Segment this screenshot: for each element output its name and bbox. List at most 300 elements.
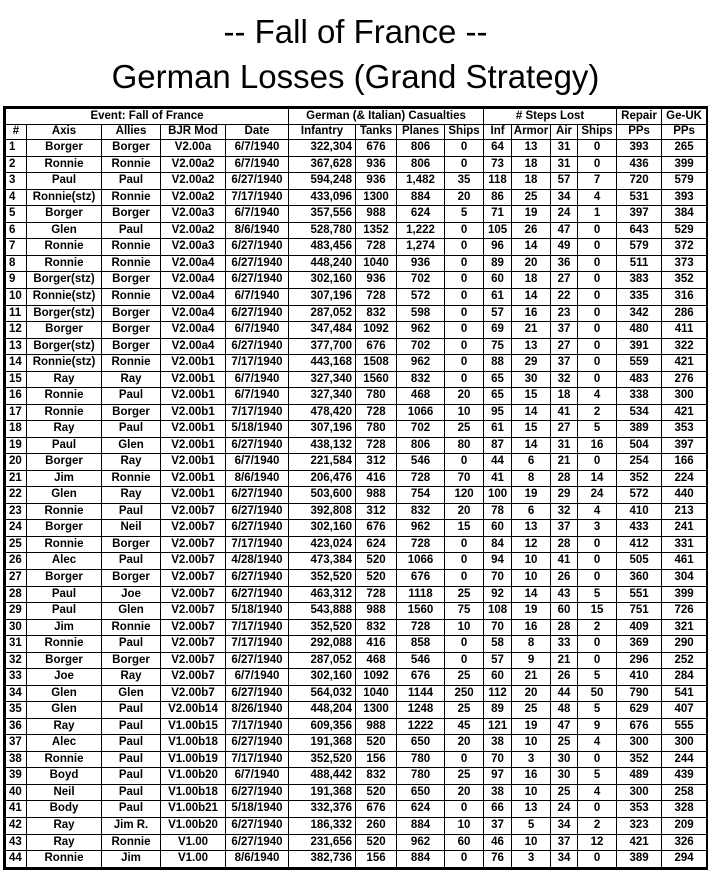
cell-tanks: 988 (356, 206, 397, 223)
cell-ships: 25 (445, 669, 484, 686)
cell-infantry: 357,556 (289, 206, 356, 223)
cell-air-steps: 24 (551, 801, 578, 818)
cell-ships: 20 (445, 784, 484, 801)
cell-bjr-mod: V2.00a4 (161, 322, 226, 339)
cell-armor-steps: 26 (512, 222, 551, 239)
cell-allies: Borger (102, 272, 161, 289)
cell-tanks: 728 (356, 239, 397, 256)
cell-date: 7/17/1940 (226, 718, 289, 735)
cell-axis: Ray (27, 834, 102, 851)
cell-inf-steps: 66 (484, 801, 512, 818)
cell-allies: Glen (102, 603, 161, 620)
cell-bjr-mod: V2.00b7 (161, 652, 226, 669)
cell-bjr-mod: V2.00b1 (161, 421, 226, 438)
cell-repair-pps: 352 (617, 470, 662, 487)
cell-index: 16 (6, 388, 27, 405)
cell-planes: 598 (397, 305, 445, 322)
table-row (6, 768, 707, 785)
cell-infantry: 594,248 (289, 173, 356, 190)
cell-tanks: 988 (356, 487, 397, 504)
cell-ships: 0 (445, 536, 484, 553)
cell-tanks: 520 (356, 735, 397, 752)
cell-armor-steps: 10 (512, 834, 551, 851)
cell-geuk-pps: 352 (662, 272, 707, 289)
cell-date: 6/27/1940 (226, 652, 289, 669)
cell-geuk-pps: 331 (662, 536, 707, 553)
cell-ships-steps: 14 (578, 470, 617, 487)
table-row (6, 553, 707, 570)
cell-planes: 754 (397, 487, 445, 504)
table-row (6, 503, 707, 520)
cell-repair-pps: 433 (617, 520, 662, 537)
cell-axis: Glen (27, 222, 102, 239)
cell-inf-steps: 89 (484, 702, 512, 719)
cell-ships: 0 (445, 338, 484, 355)
cell-repair-pps: 254 (617, 454, 662, 471)
table-row (6, 338, 707, 355)
cell-ships-steps: 0 (578, 636, 617, 653)
cell-ships-steps: 0 (578, 272, 617, 289)
cell-repair-pps: 559 (617, 355, 662, 372)
cell-inf-steps: 105 (484, 222, 512, 239)
group-geuk-header: Ge-UK (662, 109, 707, 125)
cell-allies: Ronnie (102, 834, 161, 851)
cell-repair-pps: 504 (617, 437, 662, 454)
cell-ships-steps: 0 (578, 305, 617, 322)
cell-bjr-mod: V1.00b20 (161, 768, 226, 785)
cell-bjr-mod: V2.00b7 (161, 603, 226, 620)
cell-planes: 1066 (397, 404, 445, 421)
cell-tanks: 1560 (356, 371, 397, 388)
cell-bjr-mod: V2.00b7 (161, 553, 226, 570)
cell-repair-pps: 579 (617, 239, 662, 256)
cell-repair-pps: 397 (617, 206, 662, 223)
cell-geuk-pps: 407 (662, 702, 707, 719)
cell-infantry: 423,024 (289, 536, 356, 553)
cell-index: 40 (6, 784, 27, 801)
cell-index: 17 (6, 404, 27, 421)
cell-planes: 546 (397, 454, 445, 471)
cell-date: 8/6/1940 (226, 470, 289, 487)
cell-index: 43 (6, 834, 27, 851)
cell-geuk-pps: 258 (662, 784, 707, 801)
cell-date: 6/27/1940 (226, 338, 289, 355)
cell-index: 44 (6, 851, 27, 868)
cell-armor-steps: 14 (512, 437, 551, 454)
cell-date: 4/28/1940 (226, 553, 289, 570)
cell-armor-steps: 10 (512, 553, 551, 570)
cell-air-steps: 28 (551, 536, 578, 553)
cell-index: 38 (6, 751, 27, 768)
cell-inf-steps: 70 (484, 751, 512, 768)
cell-ships: 0 (445, 636, 484, 653)
cell-geuk-pps: 726 (662, 603, 707, 620)
cell-inf-steps: 60 (484, 520, 512, 537)
cell-date: 5/18/1940 (226, 421, 289, 438)
cell-axis: Alec (27, 735, 102, 752)
cell-planes: 780 (397, 768, 445, 785)
cell-index: 10 (6, 288, 27, 305)
cell-armor-steps: 19 (512, 206, 551, 223)
cell-inf-steps: 44 (484, 454, 512, 471)
cell-repair-pps: 410 (617, 503, 662, 520)
cell-repair-pps: 511 (617, 255, 662, 272)
cell-index: 35 (6, 702, 27, 719)
cell-date: 6/27/1940 (226, 570, 289, 587)
cell-ships-steps: 0 (578, 255, 617, 272)
cell-ships: 0 (445, 355, 484, 372)
cell-tanks: 936 (356, 173, 397, 190)
cell-bjr-mod: V2.00b7 (161, 669, 226, 686)
cell-axis: Borger (27, 570, 102, 587)
cell-inf-steps: 61 (484, 288, 512, 305)
cell-ships: 25 (445, 421, 484, 438)
cell-inf-steps: 65 (484, 371, 512, 388)
cell-bjr-mod: V2.00b1 (161, 437, 226, 454)
cell-infantry: 463,312 (289, 586, 356, 603)
cell-ships-steps: 0 (578, 239, 617, 256)
cell-infantry: 543,888 (289, 603, 356, 620)
cell-infantry: 367,628 (289, 156, 356, 173)
table-body (6, 140, 707, 868)
cell-geuk-pps: 209 (662, 817, 707, 834)
table-row (6, 735, 707, 752)
cell-axis: Borger (27, 322, 102, 339)
column-header-row (6, 124, 707, 140)
cell-axis: Glen (27, 487, 102, 504)
cell-bjr-mod: V2.00a4 (161, 338, 226, 355)
cell-geuk-pps: 373 (662, 255, 707, 272)
cell-allies: Borger (102, 652, 161, 669)
cell-ships-steps: 0 (578, 338, 617, 355)
cell-ships: 0 (445, 570, 484, 587)
cell-geuk-pps: 166 (662, 454, 707, 471)
cell-armor-steps: 25 (512, 702, 551, 719)
cell-axis: Ronnie (27, 636, 102, 653)
cell-infantry: 448,204 (289, 702, 356, 719)
cell-geuk-pps: 244 (662, 751, 707, 768)
cell-air-steps: 34 (551, 189, 578, 206)
cell-repair-pps: 790 (617, 685, 662, 702)
cell-ships-steps: 12 (578, 834, 617, 851)
cell-air-steps: 44 (551, 685, 578, 702)
cell-index: 1 (6, 140, 27, 157)
table-row (6, 156, 707, 173)
cell-air-steps: 21 (551, 454, 578, 471)
cell-ships: 20 (445, 735, 484, 752)
cell-ships-steps: 0 (578, 288, 617, 305)
cell-date: 6/27/1940 (226, 239, 289, 256)
cell-air-steps: 25 (551, 784, 578, 801)
cell-date: 8/6/1940 (226, 222, 289, 239)
cell-planes: 624 (397, 801, 445, 818)
cell-planes: 1,274 (397, 239, 445, 256)
cell-date: 5/18/1940 (226, 801, 289, 818)
cell-tanks: 988 (356, 718, 397, 735)
cell-air-steps: 27 (551, 338, 578, 355)
cell-axis: Ronnie (27, 255, 102, 272)
table-row (6, 272, 707, 289)
cell-axis: Joe (27, 669, 102, 686)
cell-ships: 70 (445, 470, 484, 487)
table-row (6, 702, 707, 719)
cell-armor-steps: 14 (512, 404, 551, 421)
cell-ships-steps: 0 (578, 570, 617, 587)
table-row (6, 140, 707, 157)
cell-geuk-pps: 290 (662, 636, 707, 653)
cell-allies: Borger (102, 570, 161, 587)
cell-axis: Paul (27, 603, 102, 620)
cell-allies: Neil (102, 520, 161, 537)
cell-index: 20 (6, 454, 27, 471)
cell-inf-steps: 70 (484, 619, 512, 636)
cell-tanks: 520 (356, 553, 397, 570)
cell-allies: Jim (102, 851, 161, 868)
cell-ships-steps: 5 (578, 702, 617, 719)
cell-axis: Ronnie (27, 404, 102, 421)
cell-repair-pps: 300 (617, 784, 662, 801)
cell-planes: 728 (397, 470, 445, 487)
table-row (6, 586, 707, 603)
cell-infantry: 352,520 (289, 570, 356, 587)
cell-ships-steps: 7 (578, 173, 617, 190)
cell-index: 4 (6, 189, 27, 206)
cell-allies: Borger (102, 206, 161, 223)
cell-inf-steps: 92 (484, 586, 512, 603)
cell-infantry: 448,240 (289, 255, 356, 272)
cell-date: 8/6/1940 (226, 851, 289, 868)
cell-infantry: 191,368 (289, 735, 356, 752)
cell-index: 23 (6, 503, 27, 520)
cell-infantry: 231,656 (289, 834, 356, 851)
cell-axis: Ronnie (27, 536, 102, 553)
cell-ships-steps: 0 (578, 851, 617, 868)
cell-ships-steps: 0 (578, 371, 617, 388)
cell-air-steps: 29 (551, 487, 578, 504)
table-row (6, 619, 707, 636)
table-row (6, 388, 707, 405)
cell-allies: Ray (102, 454, 161, 471)
cell-date: 7/17/1940 (226, 189, 289, 206)
cell-ships: 0 (445, 156, 484, 173)
cell-bjr-mod: V2.00a4 (161, 305, 226, 322)
cell-date: 6/27/1940 (226, 685, 289, 702)
cell-date: 6/27/1940 (226, 784, 289, 801)
losses-table (5, 108, 707, 868)
cell-bjr-mod: V2.00a3 (161, 206, 226, 223)
cell-air-steps: 32 (551, 371, 578, 388)
cell-bjr-mod: V2.00b7 (161, 586, 226, 603)
cell-repair-pps: 436 (617, 156, 662, 173)
cell-planes: 1118 (397, 586, 445, 603)
cell-index: 30 (6, 619, 27, 636)
cell-inf-steps: 112 (484, 685, 512, 702)
table-row (6, 355, 707, 372)
cell-date: 7/17/1940 (226, 751, 289, 768)
cell-axis: Borger(stz) (27, 338, 102, 355)
cell-geuk-pps: 555 (662, 718, 707, 735)
cell-infantry: 352,520 (289, 619, 356, 636)
cell-index: 31 (6, 636, 27, 653)
cell-repair-pps: 410 (617, 669, 662, 686)
table-row (6, 288, 707, 305)
cell-bjr-mod: V2.00a2 (161, 173, 226, 190)
cell-tanks: 728 (356, 288, 397, 305)
cell-planes: 1066 (397, 553, 445, 570)
cell-inf-steps: 95 (484, 404, 512, 421)
cell-index: 21 (6, 470, 27, 487)
cell-geuk-pps: 372 (662, 239, 707, 256)
cell-axis: Borger (27, 206, 102, 223)
cell-geuk-pps: 439 (662, 768, 707, 785)
cell-infantry: 307,196 (289, 288, 356, 305)
cell-armor-steps: 19 (512, 718, 551, 735)
cell-allies: Paul (102, 751, 161, 768)
cell-ships: 0 (445, 322, 484, 339)
cell-ships: 0 (445, 801, 484, 818)
cell-bjr-mod: V1.00 (161, 834, 226, 851)
cell-planes: 806 (397, 140, 445, 157)
cell-index: 14 (6, 355, 27, 372)
cell-ships: 0 (445, 272, 484, 289)
cell-air-steps: 33 (551, 636, 578, 653)
cell-index: 37 (6, 735, 27, 752)
cell-planes: 702 (397, 421, 445, 438)
cell-index: 6 (6, 222, 27, 239)
cell-air-steps: 60 (551, 603, 578, 620)
cell-ships: 60 (445, 834, 484, 851)
cell-repair-pps: 360 (617, 570, 662, 587)
col-header-date: Date (226, 124, 289, 140)
cell-planes: 650 (397, 735, 445, 752)
cell-axis: Boyd (27, 768, 102, 785)
cell-armor-steps: 16 (512, 768, 551, 785)
cell-allies: Joe (102, 586, 161, 603)
cell-bjr-mod: V2.00a3 (161, 239, 226, 256)
col-header-allies: Allies (102, 124, 161, 140)
cell-inf-steps: 84 (484, 536, 512, 553)
cell-air-steps: 30 (551, 751, 578, 768)
cell-planes: 962 (397, 355, 445, 372)
cell-ships: 0 (445, 652, 484, 669)
cell-geuk-pps: 265 (662, 140, 707, 157)
col-header-bjr-mod: BJR Mod (161, 124, 226, 140)
cell-ships-steps: 0 (578, 140, 617, 157)
cell-planes: 1560 (397, 603, 445, 620)
cell-inf-steps: 60 (484, 669, 512, 686)
cell-allies: Borger (102, 536, 161, 553)
cell-index: 28 (6, 586, 27, 603)
cell-inf-steps: 94 (484, 553, 512, 570)
cell-repair-pps: 323 (617, 817, 662, 834)
table-row (6, 536, 707, 553)
cell-tanks: 156 (356, 851, 397, 868)
cell-axis: Ray (27, 371, 102, 388)
cell-air-steps: 28 (551, 470, 578, 487)
cell-geuk-pps: 322 (662, 338, 707, 355)
cell-planes: 962 (397, 834, 445, 851)
table-row (6, 718, 707, 735)
cell-repair-pps: 534 (617, 404, 662, 421)
cell-repair-pps: 421 (617, 834, 662, 851)
cell-infantry: 186,332 (289, 817, 356, 834)
cell-ships: 25 (445, 768, 484, 785)
cell-date: 6/7/1940 (226, 454, 289, 471)
cell-air-steps: 26 (551, 669, 578, 686)
cell-allies: Borger (102, 140, 161, 157)
cell-ships: 10 (445, 404, 484, 421)
cell-inf-steps: 60 (484, 272, 512, 289)
cell-inf-steps: 96 (484, 239, 512, 256)
cell-ships-steps: 4 (578, 388, 617, 405)
cell-allies: Ray (102, 487, 161, 504)
cell-bjr-mod: V2.00b1 (161, 404, 226, 421)
cell-repair-pps: 300 (617, 735, 662, 752)
cell-infantry: 377,700 (289, 338, 356, 355)
cell-date: 6/7/1940 (226, 156, 289, 173)
cell-date: 5/18/1940 (226, 603, 289, 620)
cell-planes: 728 (397, 619, 445, 636)
col-header-ships-steps: Ships (578, 124, 617, 140)
cell-air-steps: 41 (551, 553, 578, 570)
cell-air-steps: 21 (551, 652, 578, 669)
cell-date: 6/7/1940 (226, 140, 289, 157)
table-row (6, 570, 707, 587)
cell-armor-steps: 19 (512, 603, 551, 620)
cell-armor-steps: 8 (512, 470, 551, 487)
cell-air-steps: 22 (551, 288, 578, 305)
cell-tanks: 156 (356, 751, 397, 768)
cell-armor-steps: 10 (512, 735, 551, 752)
cell-geuk-pps: 328 (662, 801, 707, 818)
cell-allies: Paul (102, 173, 161, 190)
cell-ships: 20 (445, 189, 484, 206)
cell-repair-pps: 572 (617, 487, 662, 504)
cell-ships: 75 (445, 603, 484, 620)
cell-armor-steps: 29 (512, 355, 551, 372)
cell-ships: 35 (445, 173, 484, 190)
cell-axis: Glen (27, 702, 102, 719)
cell-infantry: 287,052 (289, 652, 356, 669)
cell-repair-pps: 480 (617, 322, 662, 339)
cell-tanks: 312 (356, 454, 397, 471)
cell-tanks: 520 (356, 784, 397, 801)
cell-allies: Borger (102, 322, 161, 339)
cell-inf-steps: 89 (484, 255, 512, 272)
cell-tanks: 780 (356, 421, 397, 438)
table-row (6, 817, 707, 834)
cell-ships: 0 (445, 255, 484, 272)
cell-date: 6/27/1940 (226, 255, 289, 272)
cell-air-steps: 34 (551, 817, 578, 834)
cell-infantry: 327,340 (289, 371, 356, 388)
cell-geuk-pps: 300 (662, 388, 707, 405)
cell-geuk-pps: 541 (662, 685, 707, 702)
cell-ships-steps: 24 (578, 487, 617, 504)
cell-inf-steps: 78 (484, 503, 512, 520)
cell-bjr-mod: V2.00a4 (161, 272, 226, 289)
cell-tanks: 832 (356, 305, 397, 322)
cell-air-steps: 47 (551, 718, 578, 735)
cell-infantry: 352,520 (289, 751, 356, 768)
cell-repair-pps: 296 (617, 652, 662, 669)
table-row (6, 603, 707, 620)
cell-air-steps: 31 (551, 437, 578, 454)
table-row (6, 222, 707, 239)
cell-repair-pps: 393 (617, 140, 662, 157)
cell-ships: 0 (445, 239, 484, 256)
table-row (6, 487, 707, 504)
